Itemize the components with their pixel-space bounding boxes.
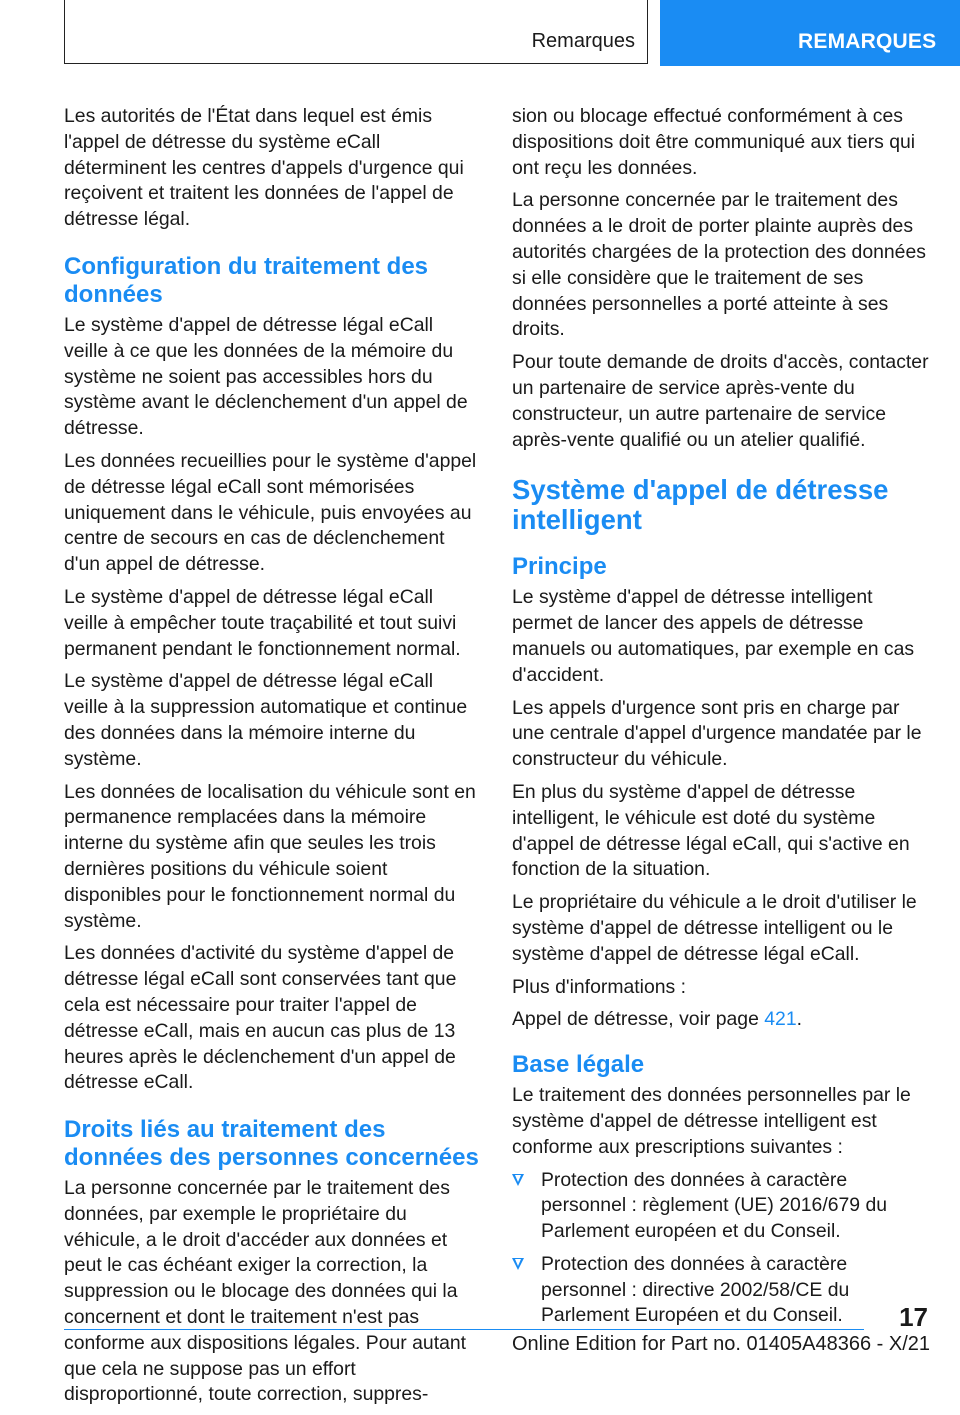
paragraph: Le système d'appel de détresse intelligent permet de lancer des appels de détresse manuels ou automatiques, par exemple en cas d'accident. bbox=[512, 586, 915, 686]
paragraph: La personne concernée par le traitement des données, par exemple le propriétaire du véhicule, a le droit d'accéder aux données et peut le cas échéant exiger la correction, la suppression ou le blocage des données qui la concernent et dont le traitement n'est pas conforme aux dispositions légales. Pour autant que cela ne suppose pas un effort disproportionné, toute correction, suppres- bbox=[64, 1177, 467, 1406]
paragraph: sion ou blocage effectué conformément à ces dispositions doit être communiqué aux tiers qui ont reçu les données. bbox=[512, 105, 916, 179]
paragraph: Plus d'informations : bbox=[512, 975, 686, 998]
paragraph: Le système d'appel de détresse légal eCall veille à la suppression automatique et continue des données dans la mémoire interne du système. bbox=[64, 670, 468, 770]
heading-base-legale: Base légale bbox=[512, 1051, 645, 1079]
section-title: Remarques bbox=[531, 30, 635, 52]
page-number: 17 bbox=[899, 1302, 928, 1332]
page-link[interactable]: 421 bbox=[764, 1008, 797, 1031]
cross-reference-text: Appel de détresse, voir page bbox=[512, 1008, 765, 1031]
paragraph: Le traitement des données personnelles par le système d'appel de détresse intelligent est conforme aux prescriptions suivantes : bbox=[512, 1084, 911, 1158]
heading-systeme-intelligent: Système d'appel de détresse intelligent bbox=[512, 474, 889, 536]
footer-edition: Online Edition for Part no. 01405A48366 - X/21 bbox=[511, 1333, 930, 1355]
list-item-text: Protection des données à caractère personnel : directive 2002/58/CE du Parlement Européen et du Conseil. bbox=[541, 1252, 850, 1327]
chapter-tab: REMARQUES bbox=[660, 0, 960, 66]
paragraph-intro: Les autorités de l'État dans lequel est émis l'appel de détresse du système eCall déterminent les centres d'appels d'urgence qui reçoivent et traitent les données de l'appel de détresse légal. bbox=[64, 105, 464, 231]
left-column bbox=[64, 104, 480, 1415]
section-tab bbox=[64, 0, 648, 64]
paragraph-cross-reference bbox=[512, 1007, 930, 1033]
right-column bbox=[512, 104, 930, 1336]
list-item bbox=[512, 1252, 930, 1329]
paragraph: Les appels d'urgence sont pris en charge par une centrale d'appel d'urgence mandatée par le constructeur du véhicule. bbox=[512, 696, 922, 771]
page-header bbox=[0, 0, 960, 66]
heading-droits: Droits liés au traitement des données des personnes concernées bbox=[64, 1116, 479, 1172]
paragraph: La personne concernée par le traitement des données a le droit de porter plainte auprès des autorités chargées de la protection des données si elle considère que le traitement de ses données personnelles a porté atteinte à ses droits. bbox=[512, 189, 926, 341]
cross-reference-suffix: . bbox=[796, 1008, 802, 1031]
list-item-text: Protection des données à caractère personnel : règlement (UE) 2016/679 du Parlement européen et du Conseil. bbox=[541, 1168, 888, 1243]
triangle-bullet-icon bbox=[512, 1174, 524, 1186]
triangle-bullet-icon bbox=[512, 1258, 524, 1270]
list-item bbox=[512, 1168, 930, 1245]
paragraph: Le propriétaire du véhicule a le droit d'utiliser le système d'appel de détresse intelligent ou le système d'appel de détresse légal eCall. bbox=[512, 891, 917, 965]
paragraph: Les données de localisation du véhicule sont en permanence remplacées dans la mémoire interne du système afin que seules les trois dernières positions du véhicule soient disponibles pour le fonctionnement normal du système. bbox=[64, 780, 476, 932]
paragraph: Les données recueillies pour le système d'appel de détresse légal eCall sont mémorisées uniquement dans le véhicule, puis envoyées au centre de secours en cas de déclenchement d'un appel de détresse. bbox=[64, 449, 477, 576]
bullet-list bbox=[512, 1168, 930, 1330]
paragraph: Le système d'appel de détresse légal eCall veille à ce que les données de la mémoire du système ne soient pas accessibles hors du système avant le déclenchement d'un appel de détresse. bbox=[64, 313, 468, 440]
paragraph: Les données d'activité du système d'appel de détresse légal eCall sont conservées tant que cela est nécessaire pour traiter l'appel de détresse eCall, mais en aucun cas plus de 13 heures après le déclenchement d'un appel de détresse eCall. bbox=[64, 942, 457, 1094]
paragraph: En plus du système d'appel de détresse intelligent, le véhicule est doté du système d'appel de détresse légal eCall, qui s'active en fonction de la situation. bbox=[512, 780, 910, 881]
paragraph: Pour toute demande de droits d'accès, contacter un partenaire de service après-vente du constructeur, un autre partenaire de service après-vente qualifié ou un atelier qualifié. bbox=[512, 351, 929, 451]
heading-principe: Principe bbox=[512, 553, 607, 581]
footer-divider bbox=[64, 1329, 864, 1330]
heading-configuration: Configuration du traitement des données bbox=[64, 252, 429, 308]
paragraph: Le système d'appel de détresse légal eCall veille à empêcher toute traçabilité et tout suivi permanent pendant le fonctionnement normal. bbox=[64, 585, 461, 660]
